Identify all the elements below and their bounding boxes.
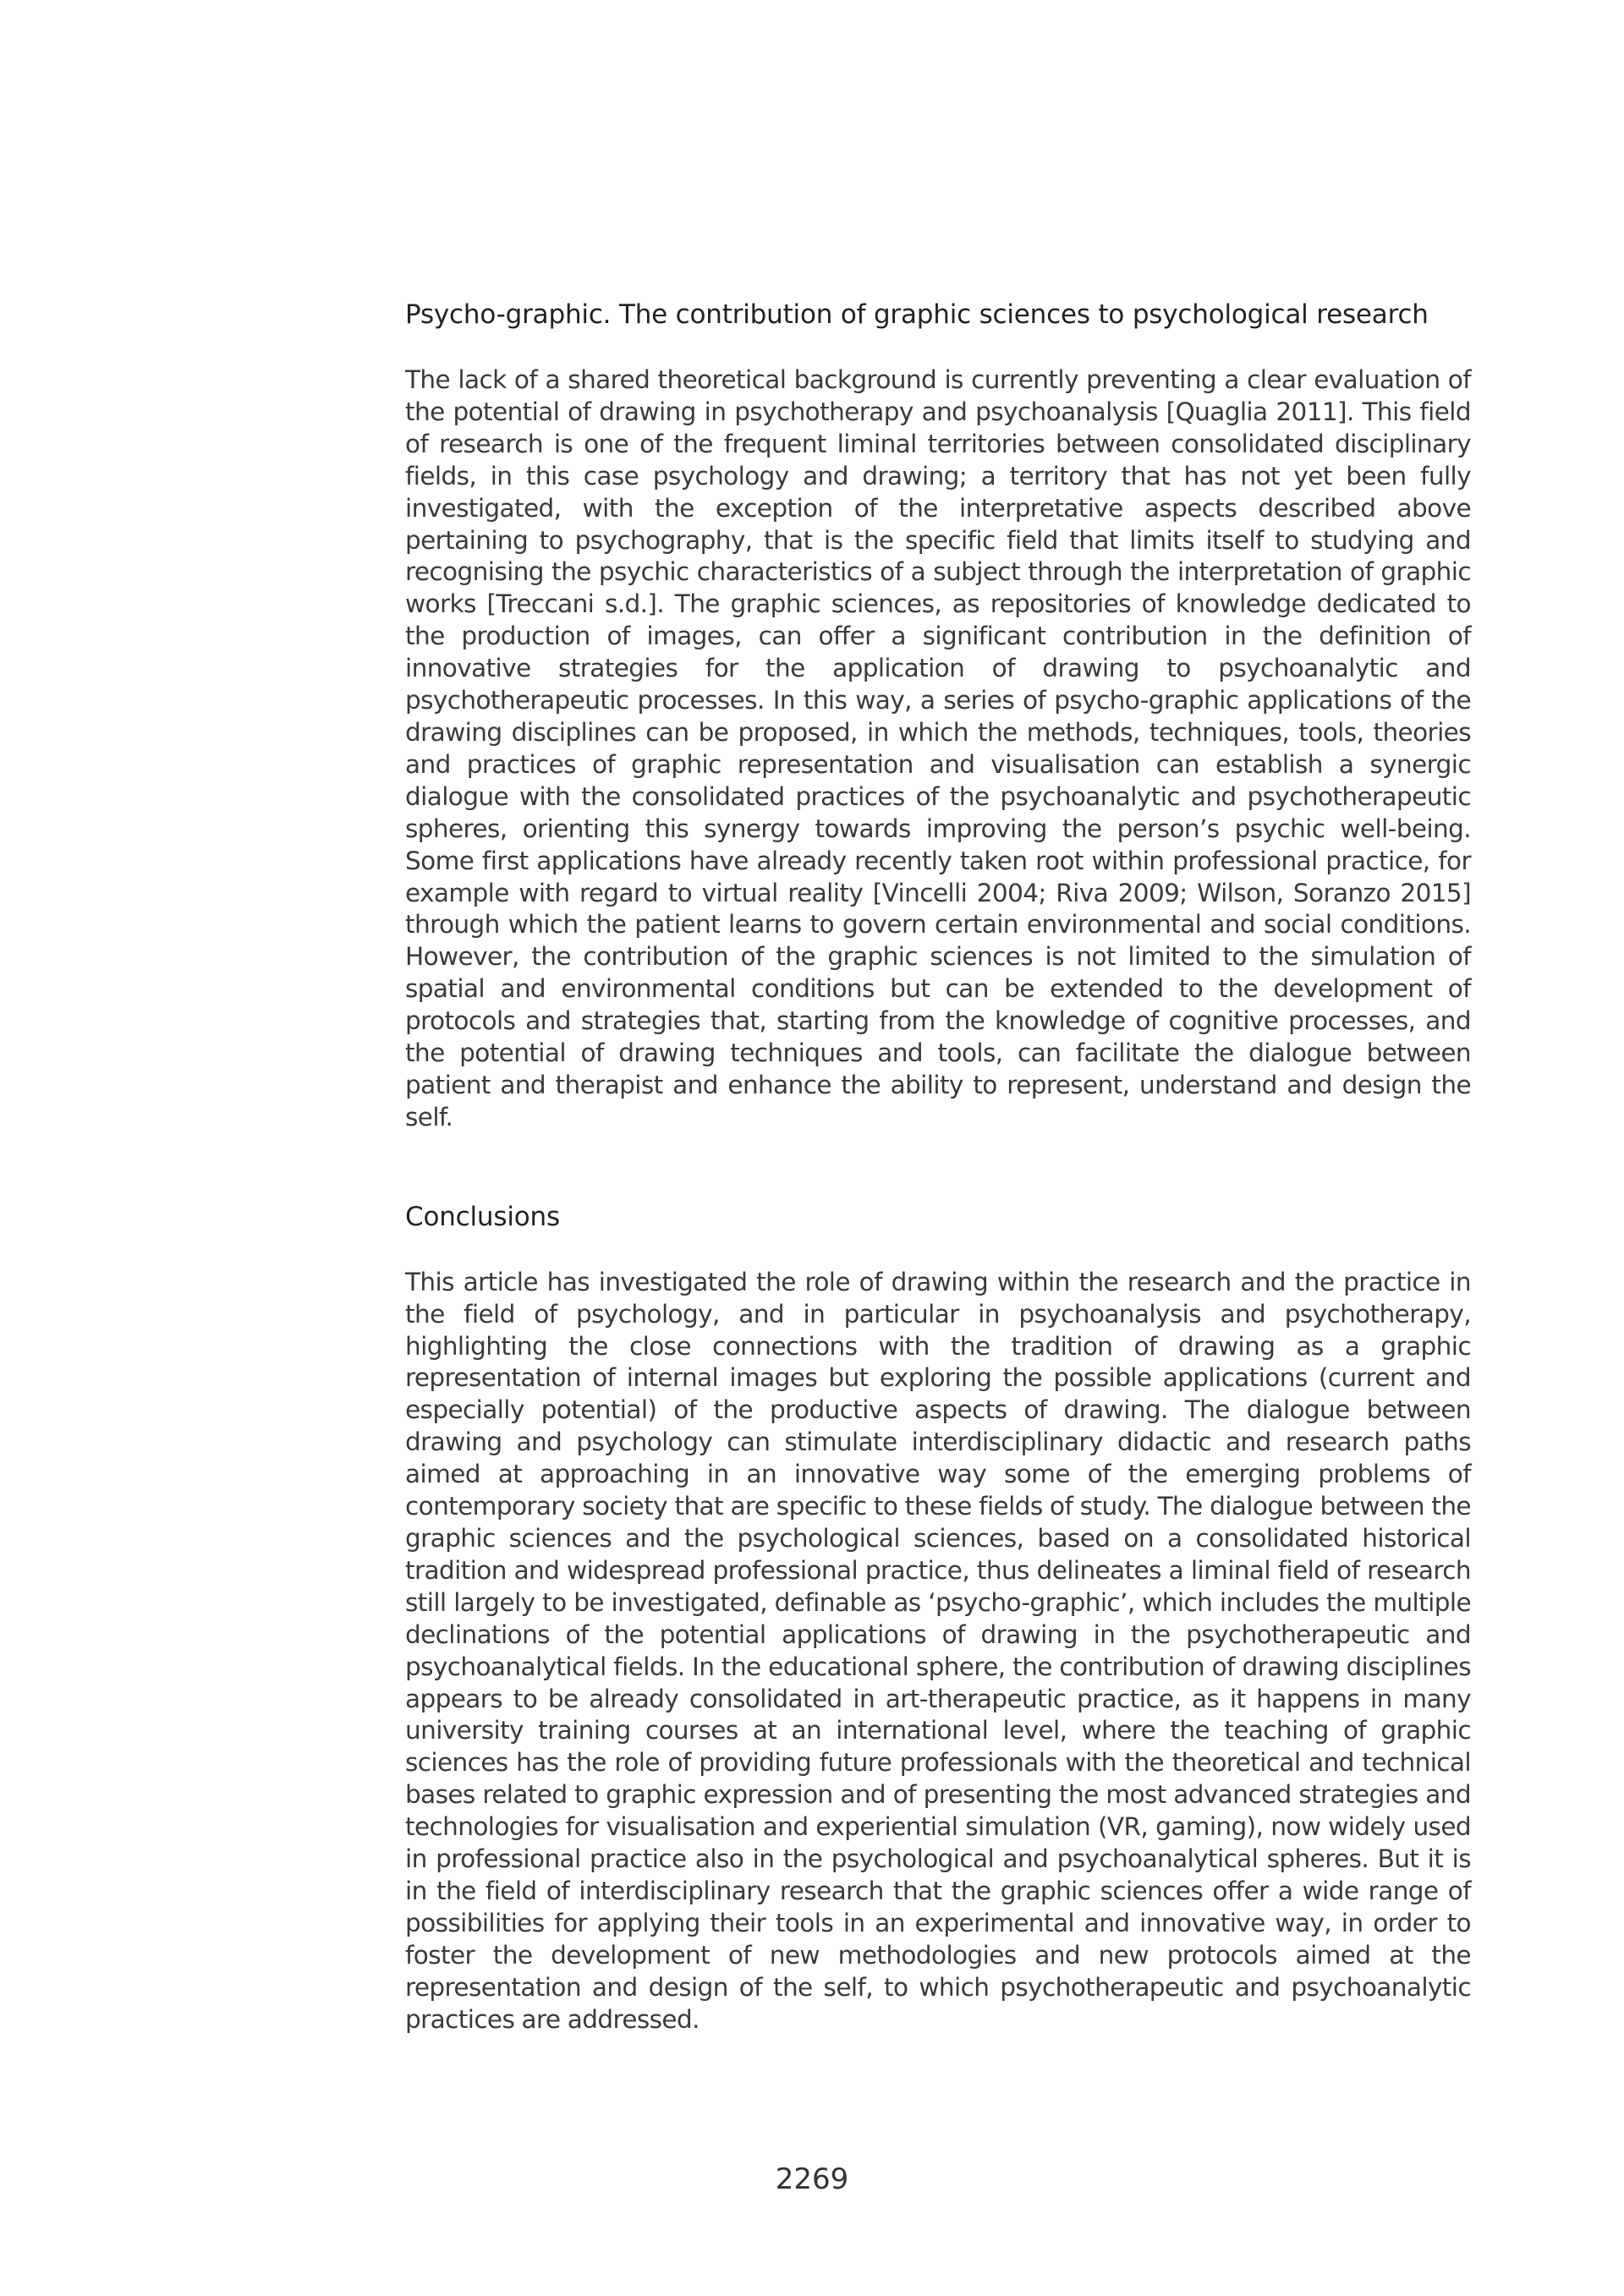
section-heading-psycho-graphic: Psycho-graphic. The contribution of graphic sciences to psychological research [405,299,1429,330]
text-column [405,298,1471,2036]
section-heading-conclusions: Conclusions [405,1201,560,1232]
page-number: 2269 [775,2162,849,2196]
section-body-psycho-graphic: The lack of a shared theoretical background is currently preventing a clear evaluation of the potential of drawing in psychotherapy and psychoanalysis [Quaglia 2011]. This field of research is one of the frequent liminal territories between consolidated disciplinary fields, in this case psychology and drawing; a territory that has not yet been fully investigated, with the exception of the interpretative aspects described above pertaining to psychography, that is the specific field that limits itself to studying and recognising the psychic characteristics of a subject through the interpretation of graphic works [Treccani s.d.]. The graphic sciences, as repositories of knowledge dedicated to the production of images, can offer a significant contribution in the definition of innovative strategies for the application of drawing to psychoanalytic and psychotherapeutic processes. In this way, a series of psycho-graphic applications of the drawing disciplines can be proposed, in which the methods, techniques, tools, theories and practices of graphic representation and visualisation can establish a synergic dialogue with the consolidated practices of the psychoanalytic and psychotherapeutic spheres, orienting this synergy towards improving the person’s psychic well-being. Some first applications have already recently taken root within professional practice, for example with regard to virtual reality [Vincelli 2004; Riva 2009; Wilson, Soranzo 2015] through which the patient learns to govern certain environmental and social conditions. However, the contribution of the graphic sciences is not limited to the simulation of spatial and environmental conditions but can be extended to the development of protocols and strategies that, starting from the knowledge of cognitive processes, and the potential of drawing techniques and tools, can facilitate the dialogue between patient and therapist and enhance the ability to represent, understand and design the self. [405,365,1471,1132]
section-body-conclusions: This article has investigated the role of drawing within the research and the practice in the field of psychology, and in particular in psychoanalysis and psychotherapy, highlighting the close connections with the tradition of drawing as a graphic representation of internal images but exploring the possible applications (current and especially potential) of the productive aspects of drawing. The dialogue between drawing and psychology can stimulate interdisciplinary didactic and research paths aimed at approaching in an innovative way some of the emerging problems of contemporary society that are specific to these fields of study. The dialogue between the graphic sciences and the psychological sciences, based on a consolidated historical tradition and widespread professional practice, thus delineates a liminal field of research still largely to be investigated, definable as ‘psycho-graphic’, which includes the multiple declinations of the potential applications of drawing in the psychotherapeutic and psychoanalytical fields. In the educational sphere, the contribution of drawing disciplines appears to be already consolidated in art-therapeutic practice, as it happens in many university training courses at an international level, where the teaching of graphic sciences has the role of providing future professionals with the theoretical and technical bases related to graphic expression and of presenting the most advanced strategies and technologies for visualisation and experiential simulation (VR, gaming), now widely used in professional practice also in the psychological and psychoanalytical spheres. But it is in the field of interdisciplinary research that the graphic sciences offer a wide range of possibilities for applying their tools in an experimental and innovative way, in order to foster the development of new methodologies and new protocols aimed at the representation and design of the self, to which psychotherapeutic and psychoanalytic practices are addressed. [405,1267,1471,2034]
